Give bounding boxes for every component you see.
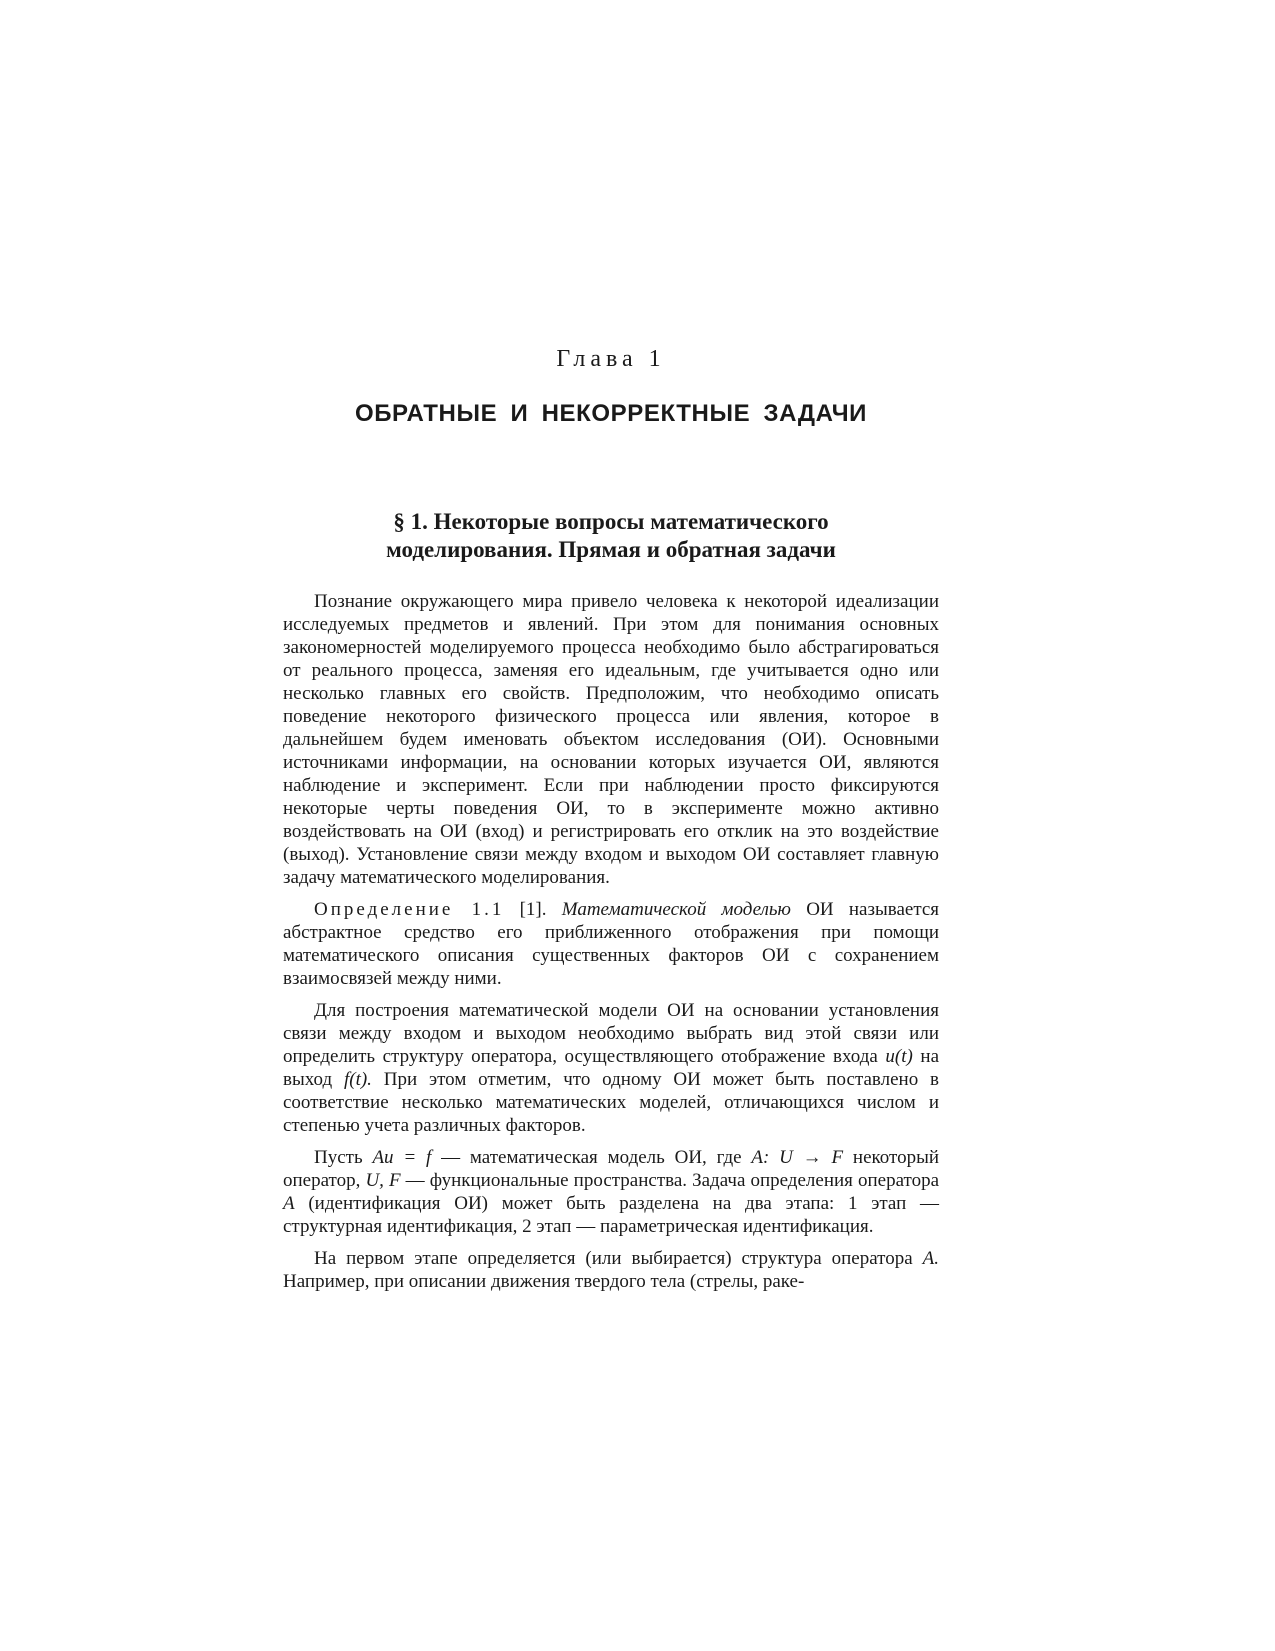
p4-text-a: Пусть xyxy=(314,1147,363,1168)
section-title-line-1: § 1. Некоторые вопросы математического xyxy=(393,509,829,534)
paragraph-5 xyxy=(283,1247,939,1293)
p4-text-d: — функциональные пространства. Задача определения оператора xyxy=(405,1170,940,1191)
p4-text-b: — математическая модель ОИ, где xyxy=(441,1147,742,1168)
definition-ref: [1]. xyxy=(519,899,547,920)
body-text xyxy=(283,590,939,1302)
p3-text-c: При этом отметим, что одному ОИ может быть поставлено в соответствие несколько математических моделей, отличающихся числом и степенью учета различных факторов. xyxy=(283,1069,940,1136)
p3-text-b: на выход xyxy=(283,1046,940,1090)
math-spaces: U, F xyxy=(365,1170,401,1191)
definition-text: ОИ называется абстрактное средство его приближенного отображения при помощи математического описания существенных факторов ОИ с сохранением взаимосвязей между ними. xyxy=(283,899,940,989)
definition-term: Математической моделью xyxy=(561,899,791,920)
math-u-t: u(t) xyxy=(885,1046,913,1067)
chapter-title: ОБРАТНЫЕ И НЕКОРРЕКТНЫЕ ЗАДАЧИ xyxy=(354,400,868,427)
paragraph-definition xyxy=(283,898,939,990)
p5-text-a: На первом этапе определяется (или выбирается) структура оператора xyxy=(314,1248,913,1269)
p4-text-c: некоторый оператор, xyxy=(283,1147,940,1191)
definition-lead: Определение 1.1 xyxy=(314,899,505,920)
chapter-label: Глава 1 xyxy=(556,346,666,372)
math-equation: Au = f xyxy=(372,1147,432,1168)
section-title-line-2: моделирования. Прямая и обратная задачи xyxy=(386,537,836,562)
paragraph-1: Познание окружающего мира привело человека к некоторой идеализации исследуемых предметов и явлений. При этом для понимания основных закономерностей моделируемого процесса необходимо было абстрагироваться от реального процесса, заменяя его идеальным, где учитывается одно или несколько главных его свойств. Предположим, что необходимо описать поведение некоторого физического процесса или явления, которое в дальнейшем будем именовать объектом исследования (ОИ). Основными источниками информации, на основании которых изучается ОИ, являются наблюдение и эксперимент. Если при наблюдении просто фиксируются некоторые черты поведения ОИ, то в эксперименте можно активно воздействовать на ОИ (вход) и регистрировать его отклик на это воздействие (выход). Установление связи между входом и выходом ОИ составляет главную задачу математического моделирования. xyxy=(283,591,939,888)
math-f-t: f(t). xyxy=(343,1069,372,1090)
p4-text-e: (идентификация ОИ) может быть разделена на два этапа: 1 этап — структурная идентификация, 2 этап — параметрическая идентификация. xyxy=(283,1193,939,1237)
paragraph-3 xyxy=(283,999,939,1137)
section-title xyxy=(283,508,939,564)
p3-text-a: Для построения математической модели ОИ на основании установления связи между входом и выходом необходимо выбрать вид этой связи или определить структуру оператора, осуществляющего отображение входа xyxy=(283,1000,939,1067)
math-mapping: A: U → F xyxy=(751,1147,844,1168)
math-operator: A xyxy=(283,1193,295,1214)
paragraph-4 xyxy=(283,1146,939,1238)
p5-text-b: Например, при описании движения твердого тела (стрелы, раке- xyxy=(283,1271,805,1292)
math-operator-2: A. xyxy=(922,1248,940,1269)
